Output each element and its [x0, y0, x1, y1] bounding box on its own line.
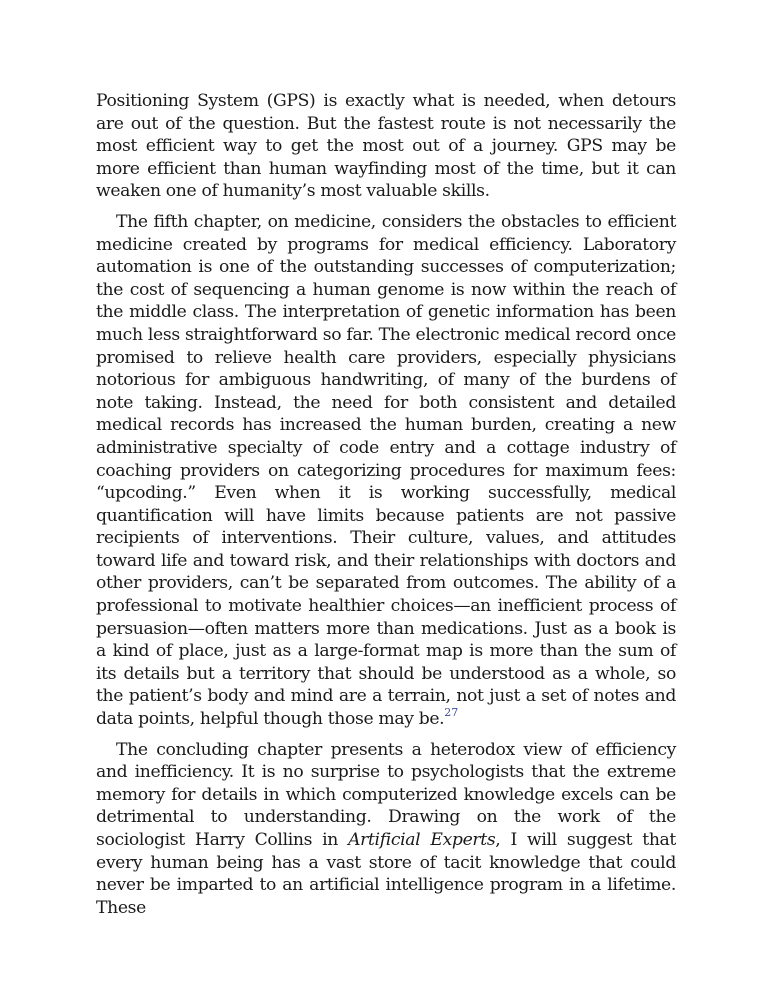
- footnote-marker-27[interactable]: 27: [444, 706, 459, 720]
- paragraph-medicine: [96, 211, 676, 731]
- book-title-artificial-experts: Artificial Experts: [348, 830, 496, 850]
- paragraph-gps: [96, 90, 676, 203]
- page-body: [96, 90, 676, 927]
- paragraph-conclusion: [96, 739, 676, 920]
- paragraph-text: Positioning System (GPS) is exactly what is needed, when detours are out of the question. But the fastest route is not necessarily the most efficient way to get the most out of a journey. GPS may be more efficient than human wayfinding most of the time, but it can weaken one of humanity’s most valuable skills.: [96, 91, 676, 202]
- paragraph-text: The fifth chapter, on medicine, considers the obstacles to efficient medicine created by programs for medical efficiency. Laboratory automation is one of the outstanding successes of computerization; the cost of sequencing a human genome is now within the reach of the middle class. The interpretation of genetic information has been much less straightforward so far. The electronic medical record once promised to relieve health care providers, especially physicians notorious for ambiguous handwriting, of many of the burdens of note taking. Instead, the need for both consistent and detailed medical records has increased the human burden, creating a new administrative specialty of code entry and a cottage industry of coaching providers on categorizing procedures for maximum fees: “upcoding.” Even when it is working successfully, medical quantification will have limits because patients are not passive recipients of interventions. Their culture, values, and attitudes toward life and toward risk, and their relationships with doctors and other providers, can’t be separated from outcomes. The ability of a professional to motivate healthier choices—an inefficient process of persuasion—often matters more than medications. Just as a book is a kind of place, just as a large-format map is more than the sum of its details but a territory that should be understood as a whole, so the patient’s body and mind are a terrain, not just a set of notes and data points, helpful though those may be.: [96, 211, 676, 730]
- paragraph-text: , I will suggest that every human being has a vast store of tacit knowledge that could never be imparted to an artificial intelligence program in a lifetime. These: [96, 830, 676, 918]
- paragraph-text: The concluding chapter presents a heterodox view of efficiency and inefficiency. It is no surprise to psychologists that the extreme memory for details in which computerized knowledge excels can be detrimental to understanding. Drawing on the work of the sociologist Harry Collins in: [96, 739, 676, 850]
